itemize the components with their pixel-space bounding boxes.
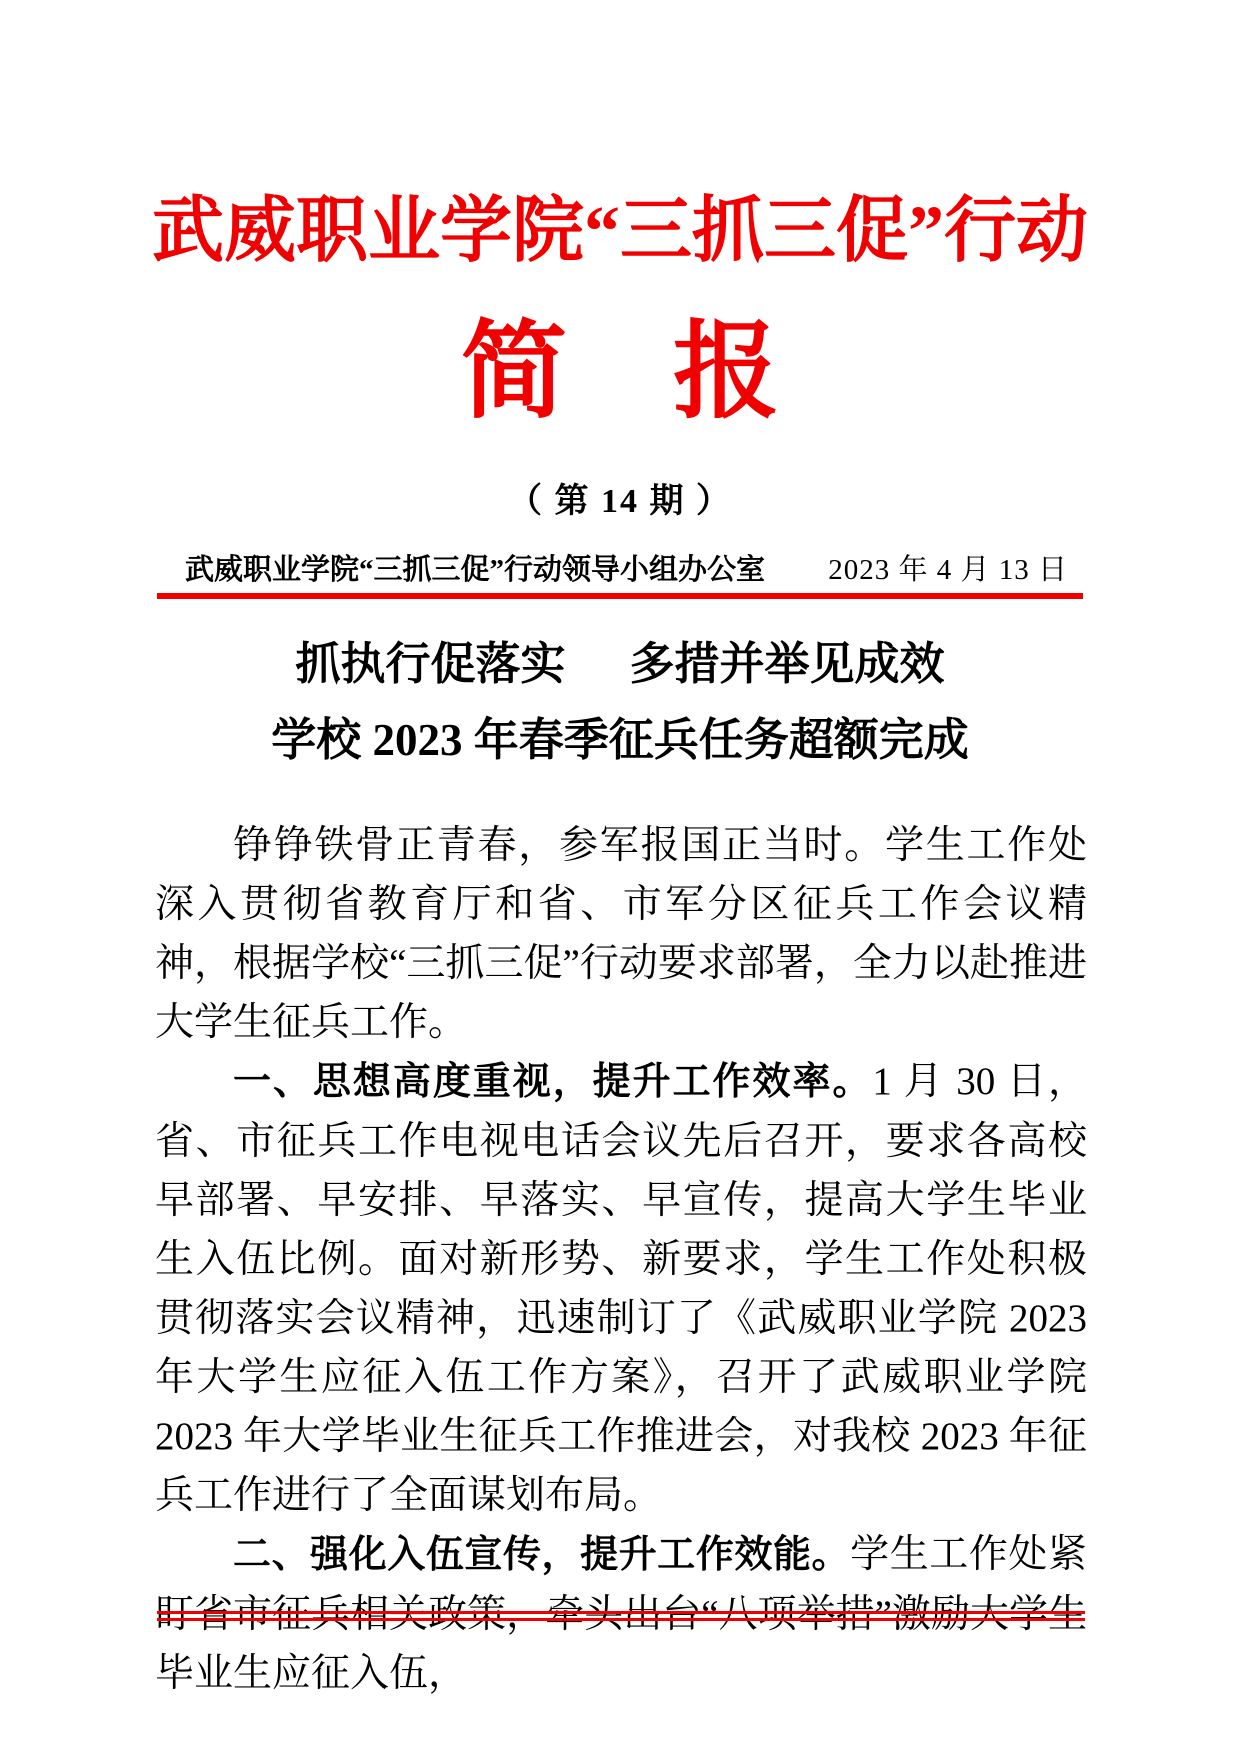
bulletin-title-line1: 武威职业学院“三抓三促”行动 <box>151 191 1088 271</box>
article-headline-line1 <box>0 636 1240 692</box>
issuing-office: 武威职业学院“三抓三促”行动领导小组办公室 <box>185 554 766 586</box>
bulletin-title-line2: 简 报 <box>461 314 779 431</box>
article-headline-line2: 学校 2023 年春季征兵任务超额完成 <box>271 715 969 765</box>
paragraph-text: 1 月 30 日，省、市征兵工作电视电话会议先后召开，要求各高校早部署、早安排、早落实、早宣传，提高大学生毕业生入伍比例。面对新形势、新要求，学生工作处积极贯彻落实会议精神，迅速制订了《武威职业学院 2023 年大学生应征入伍工作方案》，召开了武威职业学院 2023 年大学毕业生征兵工作推进会，对我校 2023 年征兵工作进行了全面谋划布局。 <box>155 1060 1087 1517</box>
body-paragraph <box>155 1052 1087 1525</box>
paragraph-text: 铮铮铁骨正青春，参军报国正当时。学生工作处深入贯彻省教育厅和省、市军分区征兵工作会议精神，根据学校“三抓三促”行动要求部署，全力以赴推进大学生征兵工作。 <box>155 824 1087 1044</box>
article-body <box>155 816 1087 1703</box>
masthead-row <box>185 551 1068 589</box>
paragraph-lead-bold: 二、强化入伍宣传，提升工作效能。 <box>233 1534 851 1576</box>
issue-date: 2023 年 4 月 13 日 <box>828 554 1068 586</box>
headline-part2: 多措并举见成效 <box>629 639 945 689</box>
footer-double-rule <box>157 1611 1085 1621</box>
headline-part1: 抓执行促落实 <box>295 639 566 689</box>
body-paragraph <box>155 816 1087 1052</box>
red-divider-rule <box>157 593 1083 599</box>
paragraph-text: 学生工作处紧盯省市征兵相关政策，牵头出台“八项举措”激励大学生毕业生应征入伍， <box>155 1533 1087 1695</box>
issue-number: （ 第 14 期 ） <box>508 483 732 520</box>
paragraph-lead-bold: 一、思想高度重视，提升工作效率。 <box>233 1061 873 1103</box>
